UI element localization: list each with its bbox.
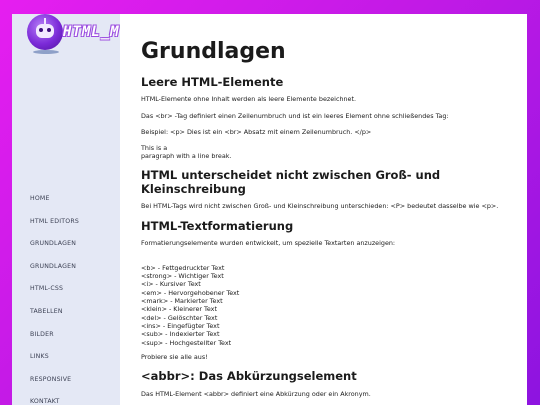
section-heading-leere-elemente: Leere HTML-Elemente bbox=[141, 74, 284, 89]
list-item: <sup> - Hochgestellter Text bbox=[141, 338, 232, 347]
sidebar-nav bbox=[12, 188, 120, 405]
section-heading-abbr: <abbr>: Das Abkürzungselement bbox=[141, 369, 357, 384]
section-heading-textformatierung: HTML-Textformatierung bbox=[141, 218, 294, 233]
sidebar-item-html-editors[interactable]: HTML EDITORS bbox=[30, 217, 79, 225]
sidebar-item-grundlagen[interactable]: GRUNDLAGEN bbox=[30, 240, 77, 248]
section-heading-gross-kleinschreibung: HTML unterscheidet nicht zwischen Groß- und Kleinschreibung bbox=[141, 167, 441, 196]
logo-text: HTML_M bbox=[63, 24, 120, 40]
sidebar-item-home[interactable]: HOME bbox=[30, 195, 50, 202]
sidebar-item-kontakt[interactable]: KONTAKT bbox=[30, 398, 60, 405]
sidebar-item-responsive[interactable]: RESPONSIVE bbox=[30, 375, 72, 383]
paragraph: Probiere sie alle aus! bbox=[141, 353, 208, 362]
example-line: paragraph with a line break. bbox=[141, 152, 232, 161]
sidebar-item-tabellen[interactable]: TABELLEN bbox=[30, 307, 63, 315]
sidebar-item-bilder[interactable]: BILDER bbox=[30, 330, 54, 338]
page-frame bbox=[12, 14, 527, 405]
sidebar-item-links[interactable]: LINKS bbox=[30, 353, 49, 361]
list-item: <i> - Kursiver Text bbox=[141, 280, 201, 289]
example-output bbox=[141, 144, 511, 161]
list-item: <b> - Fettgedruckter Text bbox=[141, 263, 225, 272]
logo-shadow bbox=[33, 50, 59, 54]
paragraph: HTML-Elemente ohne Inhalt werden als leere Elemente bezeichnet. bbox=[141, 95, 357, 104]
paragraph: Beispiel: <p> Dies ist ein <br> Absatz mit einem Zeilenumbruch. </p> bbox=[141, 127, 372, 136]
sidebar-item-grundlagen-2[interactable]: GRUNDLAGEN bbox=[30, 262, 77, 270]
list-item: <klein> - Kleinerer Text bbox=[141, 305, 217, 314]
list-item: <strong> - Wichtiger Text bbox=[141, 272, 224, 281]
example-line: This is a bbox=[141, 144, 168, 153]
list-item: <del> - Gelöschter Text bbox=[141, 313, 218, 322]
page-title: Grundlagen bbox=[141, 39, 286, 64]
list-item: <em> - Hervorgehobener Text bbox=[141, 288, 240, 297]
main-content bbox=[120, 14, 527, 405]
paragraph: Das HTML-Element <abbr> definiert eine Abkürzung oder ein Akronym. bbox=[141, 390, 371, 399]
robot-logo-icon bbox=[27, 14, 63, 50]
list-item: <mark> - Markierter Text bbox=[141, 297, 223, 306]
formatting-list bbox=[141, 264, 511, 347]
list-item: <ins> - Eingefügter Text bbox=[141, 322, 220, 331]
paragraph: Das <br> -Tag definiert einen Zeilenumbruch und ist ein leeres Element ohne schließendes Tag: bbox=[141, 111, 449, 120]
list-item: <sub> - Indexierter Text bbox=[141, 330, 220, 339]
site-logo[interactable] bbox=[27, 14, 120, 56]
paragraph: Formatierungselemente wurden entwickelt, um spezielle Textarten anzuzeigen: bbox=[141, 239, 396, 248]
paragraph: Bei HTML-Tags wird nicht zwischen Groß- und Kleinschreibung unterschieden: <P> bedeutet dasselbe wie <p>. bbox=[141, 202, 499, 211]
sidebar-item-html-css[interactable]: HTML-CSS bbox=[30, 285, 64, 293]
sidebar bbox=[12, 14, 120, 405]
